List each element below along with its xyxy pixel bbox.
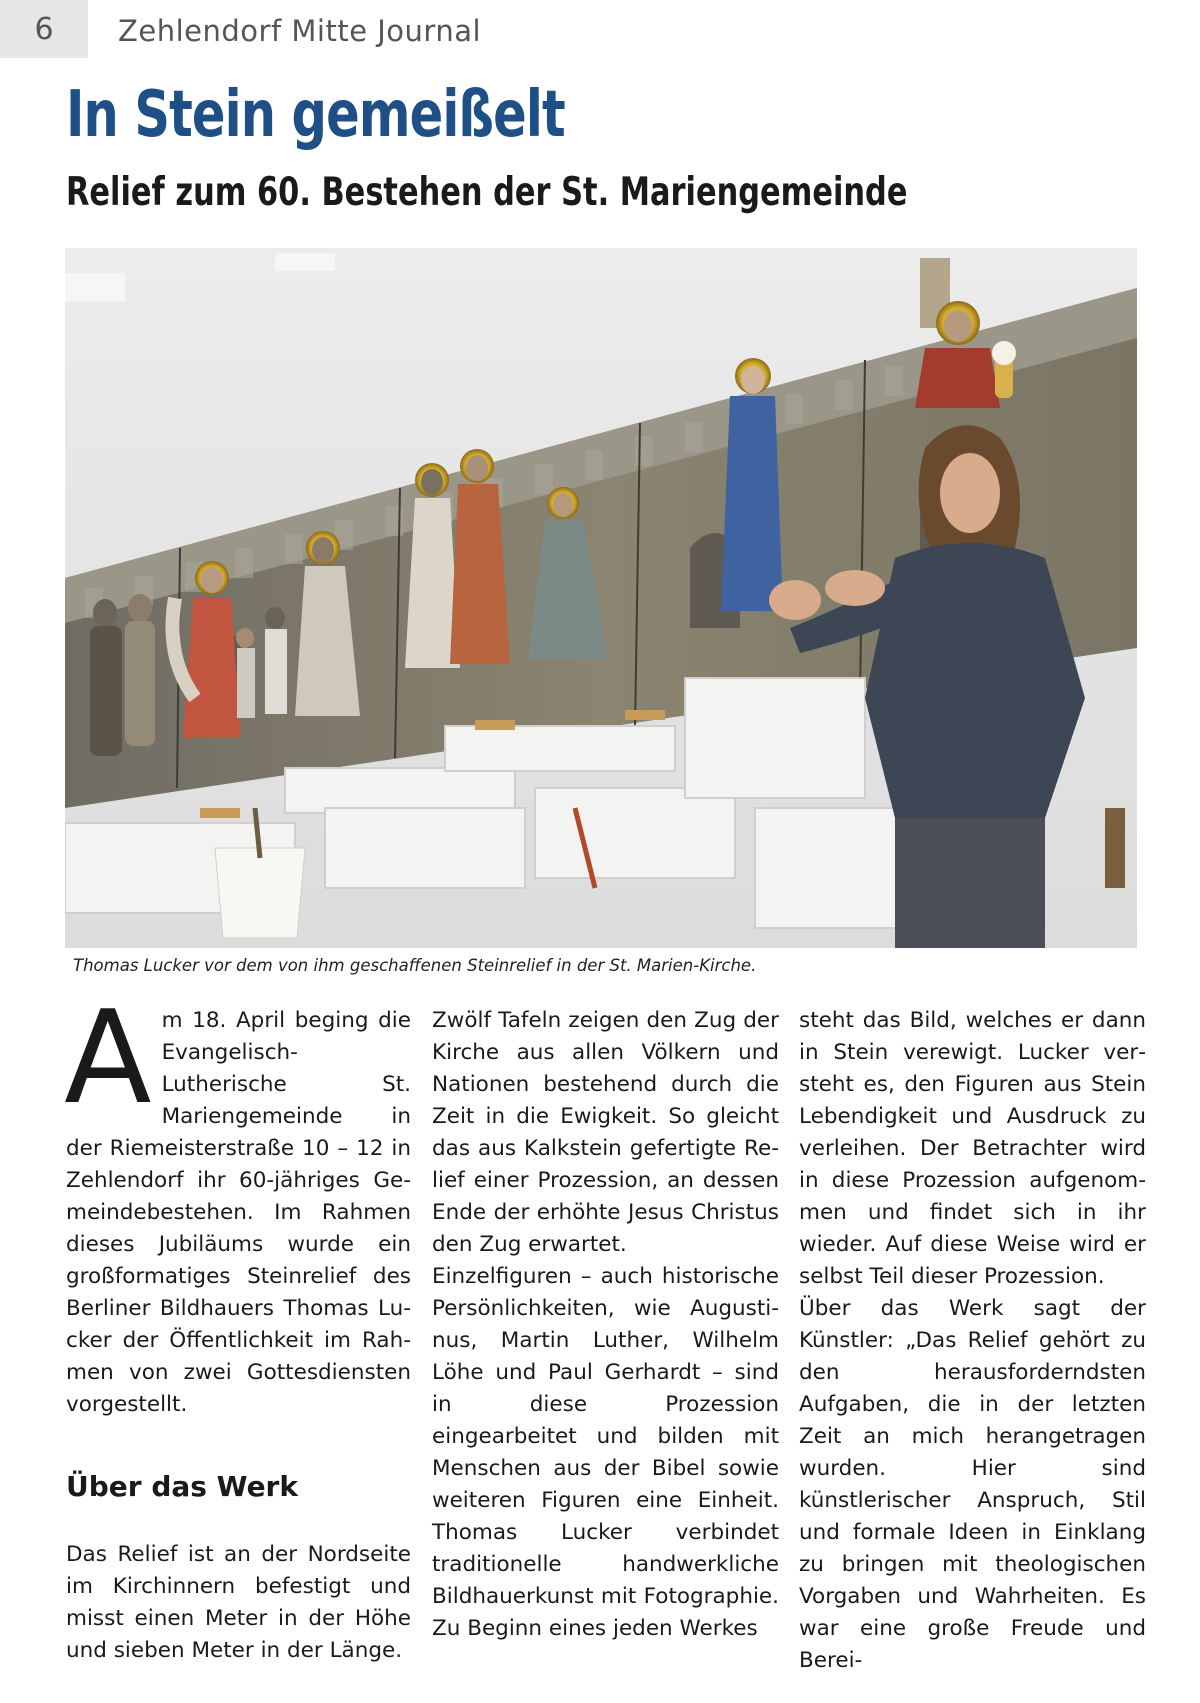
col2-paragraph-1: Zwölf Tafeln zeigen den Zug der Kirche aus allen Völkern und Nationen bestehend durch die Zeit in die Ewigkeit. So gleicht das aus Kalkstein gefertigte Relief einer Prozession, an dessen Ende der erhöhte Jesus Christus den Zug erwartet. [432, 1008, 779, 1257]
col3-paragraph-1: steht das Bild, welches er dann in Stein verewigt. Lucker versteht es, den Figuren aus Stein Lebendigkeit und Ausdruck zu verleihen. Der Betrachter wird in diese Prozession aufgenommen und findet sich in ihr wieder. Auf diese Weise wird er selbst Teil dieser Prozession. [799, 1008, 1146, 1289]
page-number-box [0, 0, 88, 58]
journal-name: Zehlendorf Mitte Journal [118, 14, 482, 48]
page-number: 6 [34, 11, 54, 47]
col3-paragraph-2: Über das Werk sagt der Künstler: „Das Relief gehört zu den herausforderndsten Aufgaben, die in der letzten Zeit an mich herangetragen wurden. Hier sind künstlerischer Anspruch, Stil und formale Ideen in Einklang zu bringen mit theologischen Vorgaben und Wahrheiten. Es war eine große Freude und Berei- [799, 1296, 1146, 1673]
column-1 [64, 984, 411, 1667]
col2-paragraph-2: Einzelfiguren – auch historische Persönlichkeiten, wie Augustinus, Martin Luther, Wilhelm Löhe und Paul Gerhardt – sind in diese Prozession eingearbeitet und bilden mit Menschen aus der Bibel sowie weiteren Figuren eine Einheit. Thomas Lucker verbindet traditionelle handwerkliche Bildhauerkunst mit Fotographie. Zu Beginn eines jeden Werkes [432, 1264, 779, 1641]
section-heading: Über das Werk [66, 1470, 298, 1503]
column-2 [432, 1005, 779, 1645]
article-photo [65, 248, 1137, 948]
dropcap: A [64, 984, 152, 1133]
photo-caption: Thomas Lucker vor dem von ihm geschaffenen Steinrelief in der St. Marien-Kirche. [73, 956, 757, 975]
column-3 [799, 1005, 1146, 1677]
intro-text: m 18. April beging die Evangelisch-Lutherische St. Mariengemeinde in der Riemeisterstraße 10 – 12 in Zehlendorf ihr 60-jähriges Gemeindebestehen. Im Rahmen dieses Jubiläums wurde ein großformatiges Steinrelief des Berliner Bildhauers Thomas Lucker der Öffentlichkeit im Rahmen von zwei Gottesdiensten vorgestellt. [66, 1008, 411, 1417]
article-subheadline: Relief zum 60. Bestehen der St. Mariengemeinde [66, 170, 908, 215]
article-headline: In Stein gemeißelt [66, 78, 565, 152]
werk-paragraph: Das Relief ist an der Nordseite im Kirchinnern befestigt und misst einen Meter in der Höhe und sieben Meter in der Länge. [66, 1542, 411, 1663]
intro-paragraph [64, 984, 411, 1421]
